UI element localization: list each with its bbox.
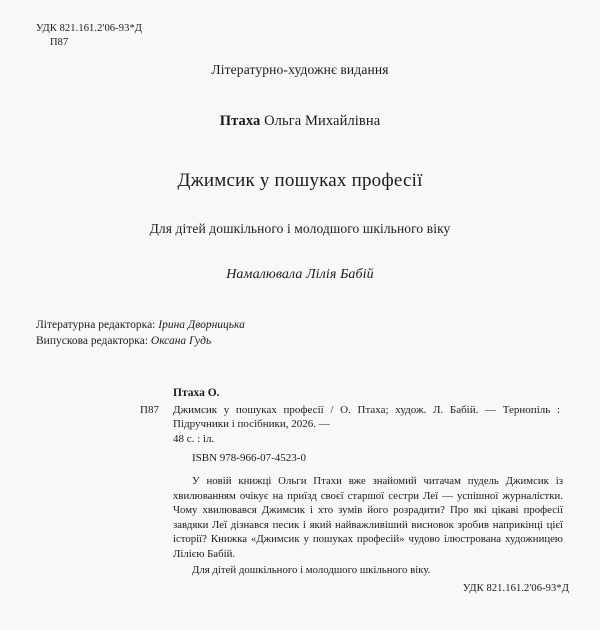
page-title: Джимсик у пошуках професії [177, 170, 423, 191]
udc-classification-bottom: УДК 821.161.2'06-93*Д [462, 583, 569, 594]
shelf-code-top: П87 [50, 37, 69, 48]
udc-top-block [36, 22, 142, 50]
author-given-names: Ольга Михайлівна [264, 113, 381, 129]
editor-role-label: Літературна редакторка: [36, 319, 156, 331]
isbn-value: ISBN 978-966-07-4523-0 [192, 452, 306, 464]
cip-description: Джимсик у пошуках професії / О. Птаха; худож. Л. Бабій. — Тернопіль : Підручники і посібники, 2026. — [173, 403, 560, 430]
author-surname: Птаха [219, 113, 261, 129]
cip-shelf-code: П87 [140, 403, 159, 416]
cip-extent: 48 с. : іл. [173, 432, 215, 445]
annotation-paragraph: Для дітей дошкільного і молодшого шкільного віку. [192, 563, 431, 576]
series-label: Літературно-художнє видання [211, 62, 389, 77]
annotation-block [173, 474, 563, 577]
audience-note: Для дітей дошкільного і молодшого шкільного віку [149, 221, 451, 236]
editor-name: Оксана Гудь [150, 334, 212, 347]
author-name [0, 113, 600, 130]
masthead [0, 62, 600, 283]
cip-author-heading: Птаха О. [173, 387, 220, 399]
cip-block [140, 386, 560, 466]
annotation-paragraph: У новій книжці Ольги Птахи вже знайомий читачам пудель Джимсик із хвилюванням очікує на приїзд своєї старшої сестри Леї — успішної журналістки. Чому хвилювався Джимсик і хто зумів його розрадити? Про які цікаві професії завдяки Леї дізнався песик і який найважливіший висновок зробив наприкінці цієї історії? Книжка «Джимсик у пошуках професій» чудово ілюстрована художницею Лілією Бабій. [173, 475, 563, 560]
editor-name: Ірина Дворницька [158, 319, 245, 331]
udc-classification-top: УДК 821.161.2'06-93*Д [36, 23, 143, 34]
illustrator-credit: Намалювала Лілія Бабій [226, 267, 374, 282]
editor-row [36, 334, 245, 350]
editor-role-label: Випускова редакторка: [36, 334, 149, 347]
editor-row [36, 318, 245, 334]
cip-body [140, 403, 560, 466]
editors-block [36, 318, 245, 349]
